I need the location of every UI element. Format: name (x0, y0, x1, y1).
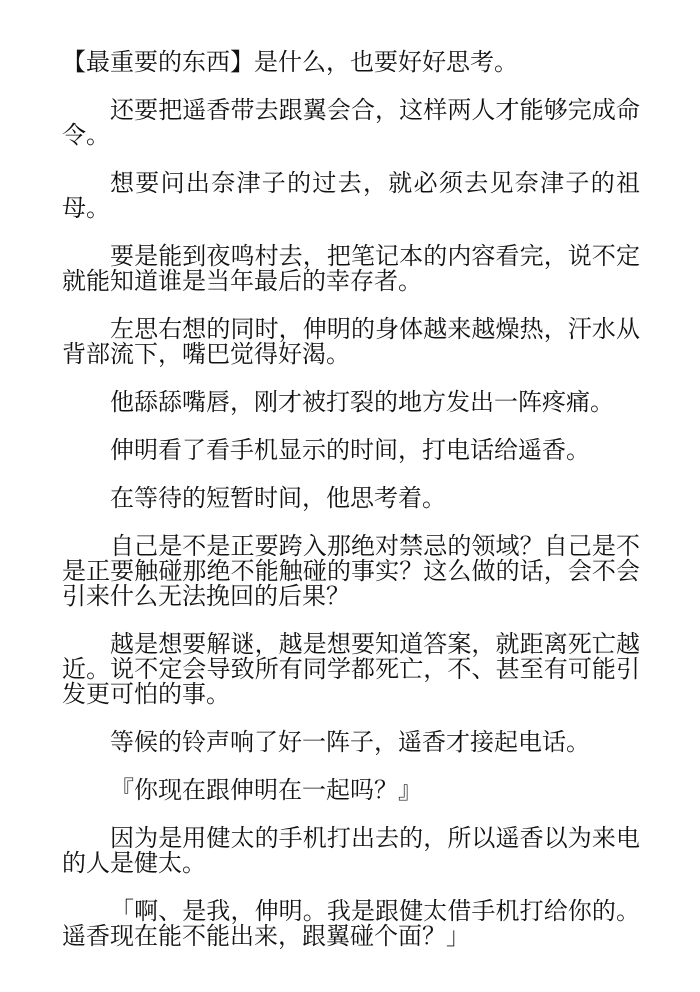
paragraph: 【最重要的东西】是什么，也要好好思考。 (62, 48, 518, 76)
paragraph: 左思右想的同时，伸明的身体越来越燥热，汗水从背部流下，嘴巴觉得好渴。 (62, 315, 640, 368)
dialogue-paragraph: 『你现在跟伸明在一起吗？』 (110, 776, 422, 804)
paragraph: 自己是不是正要跨入那绝对禁忌的领域？自己是不是正要触碰那绝不能触碰的事实？这么做的话，会不会引来什么无法挽回的后果？ (62, 532, 640, 610)
document-page (62, 50, 640, 972)
paragraph: 伸明看了看手机显示的时间，打电话给遥香。 (110, 436, 590, 464)
paragraph: 他舔舔嘴唇，刚才被打裂的地方发出一阵疼痛。 (110, 388, 614, 416)
paragraph: 想要问出奈津子的过去，就必须去见奈津子的祖母。 (62, 169, 640, 222)
dialogue-paragraph: 「啊、是我，伸明。我是跟健太借手机打给你的。遥香现在能不能出来，跟翼碰个面？」 (62, 897, 640, 950)
paragraph: 越是想要解谜，越是想要知道答案，就距离死亡越近。说不定会导致所有同学都死亡，不、甚至有可能引发更可怕的事。 (62, 630, 640, 708)
paragraph: 在等待的短暂时间，他思考着。 (110, 484, 446, 512)
paragraph: 还要把遥香带去跟翼会合，这样两人才能够完成命令。 (62, 96, 640, 149)
paragraph: 等候的铃声响了好一阵子，遥香才接起电话。 (110, 728, 590, 756)
paragraph: 因为是用健太的手机打出去的，所以遥香以为来电的人是健太。 (62, 824, 640, 877)
paragraph: 要是能到夜鸣村去，把笔记本的内容看完，说不定就能知道谁是当年最后的幸存者。 (62, 242, 640, 295)
